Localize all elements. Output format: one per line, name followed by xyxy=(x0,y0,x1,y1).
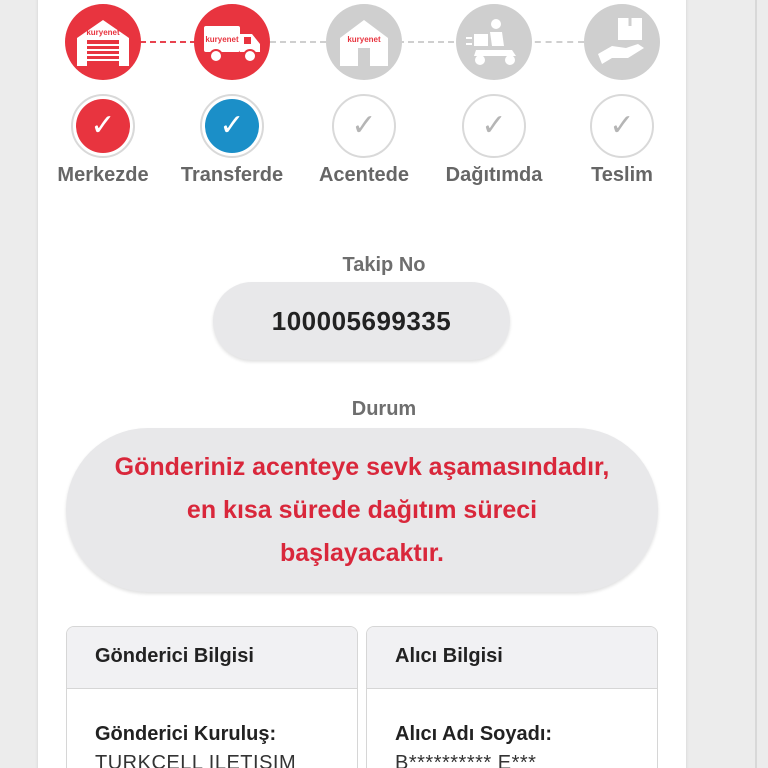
step-check xyxy=(332,94,396,158)
tracking-number: 100005699335 xyxy=(213,282,510,360)
truck-icon xyxy=(194,4,270,80)
step-teslim xyxy=(552,4,692,187)
check-icon: ✓ xyxy=(351,109,377,142)
receiver-name-value: B********** E*** xyxy=(395,752,537,768)
step-label: Dağıtımda xyxy=(445,164,543,186)
check-icon: ✓ xyxy=(609,109,635,142)
step-check xyxy=(71,94,135,158)
sender-info-title: Gönderici Bilgisi xyxy=(67,627,357,689)
branch-store-icon xyxy=(326,4,402,80)
brand-logo-text: kuryenet xyxy=(347,35,381,44)
step-label: Merkezde xyxy=(57,164,149,186)
step-acentede xyxy=(294,4,434,187)
step-label: Acentede xyxy=(318,164,410,186)
step-label: Teslim xyxy=(591,164,653,186)
shipment-progress xyxy=(0,0,768,200)
sender-info-card xyxy=(66,626,358,768)
brand-logo-text: kuryenet xyxy=(86,28,120,37)
step-check xyxy=(462,94,526,158)
delivered-hand-icon xyxy=(584,4,660,80)
check-icon: ✓ xyxy=(205,99,259,153)
step-merkezde xyxy=(33,4,173,187)
tracking-label: Takip No xyxy=(342,254,426,276)
receiver-name-label: Alıcı Adı Soyadı: xyxy=(395,723,553,745)
step-check xyxy=(590,94,654,158)
step-label: Transferde xyxy=(180,164,284,186)
check-icon: ✓ xyxy=(76,99,130,153)
sender-company-value: TURKCELL ILETISIM xyxy=(95,752,297,768)
courier-scooter-icon xyxy=(456,4,532,80)
receiver-info-card xyxy=(366,626,658,768)
check-icon: ✓ xyxy=(481,109,507,142)
step-transferde xyxy=(162,4,302,187)
brand-logo-text: kuryenet xyxy=(205,35,239,44)
sender-company-label: Gönderici Kuruluş: xyxy=(95,723,277,745)
warehouse-icon xyxy=(65,4,141,80)
status-label: Durum xyxy=(351,398,417,420)
step-check xyxy=(200,94,264,158)
status-message: Gönderiniz acenteye sevk aşamasındadır, en kısa sürede dağıtım süreci başlayacaktır. xyxy=(66,428,658,592)
receiver-info-title: Alıcı Bilgisi xyxy=(367,627,657,689)
step-dagitimda xyxy=(424,4,564,187)
